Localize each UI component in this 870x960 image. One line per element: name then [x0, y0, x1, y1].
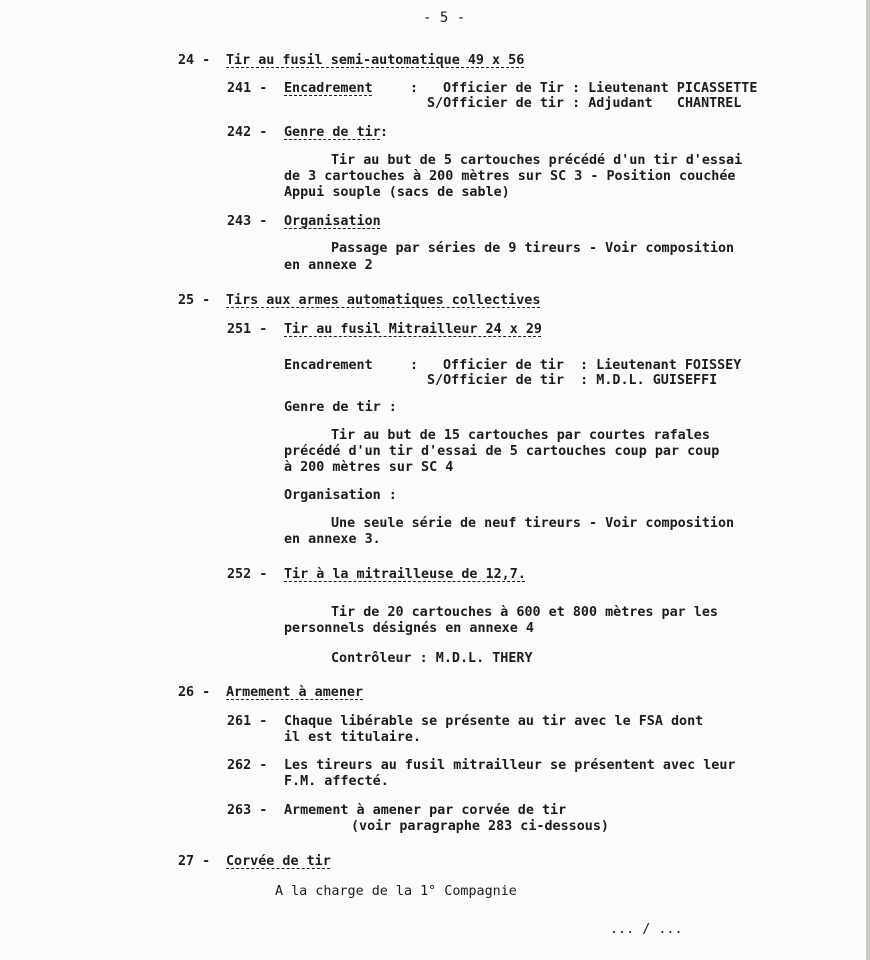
section-263-para-2: (voir paragraphe 283 ci-dessous) — [351, 819, 609, 834]
section-243-title: Organisation — [284, 214, 381, 229]
section-263-para-1: Armement à amener par corvée de tir — [284, 803, 567, 818]
section-25-title: Tirs aux armes automatiques collectives — [226, 293, 541, 308]
section-252-para-1: Tir de 20 cartouches à 600 et 800 mètres par les — [331, 605, 718, 620]
section-251-organisation-para-1: Une seule série de neuf tireurs - Voir composition — [331, 516, 735, 531]
section-241-title: Encadrement — [284, 81, 373, 96]
continuation-mark: ... / ... — [610, 922, 683, 937]
section-251-encadrement-label: Encadrement — [284, 358, 373, 373]
section-251-encadrement-separator: : — [410, 358, 419, 373]
section-252-para-2: personnels désignés en annexe 4 — [284, 621, 534, 636]
section-242-para-1: Tir au but de 5 cartouches précédé d'un tir d'essai — [331, 153, 743, 168]
section-241-number: 241 - — [227, 81, 268, 96]
section-243-para-1: Passage par séries de 9 tireurs - Voir composition — [331, 241, 735, 256]
section-27-number: 27 - — [178, 854, 211, 869]
section-242-para-2: de 3 cartouches à 200 mètres sur SC 3 - Position couchée — [284, 169, 736, 184]
section-251-number: 251 - — [227, 322, 268, 337]
section-242-number: 242 - — [227, 125, 268, 140]
section-263-number: 263 - — [227, 803, 268, 818]
section-251-genre-para-2: précédé d'un tir d'essai de 5 cartouches coup par coup — [284, 444, 720, 459]
section-26-number: 26 - — [178, 685, 211, 700]
section-242-title: Genre de tir — [284, 125, 381, 140]
section-252-controleur: Contrôleur : M.D.L. THERY — [331, 651, 533, 666]
section-25-number: 25 - — [178, 293, 211, 308]
section-251-encadrement-line-1: Officier de tir : Lieutenant FOISSEY — [443, 358, 742, 373]
section-241-line-1: Officier de Tir : Lieutenant PICASSETTE — [443, 81, 758, 96]
section-252-title: Tir à la mitrailleuse de 12,7. — [284, 567, 526, 582]
section-243-number: 243 - — [227, 214, 268, 229]
section-241-line-2: S/Officier de tir : Adjudant CHANTREL — [427, 96, 742, 111]
section-241-separator: : — [410, 81, 419, 96]
section-252-number: 252 - — [227, 567, 268, 582]
section-251-genre-para-3: à 200 mètres sur SC 4 — [284, 460, 454, 475]
section-261-number: 261 - — [227, 714, 268, 729]
section-262-number: 262 - — [227, 758, 268, 773]
section-26-title: Armement à amener — [226, 685, 364, 700]
section-251-genre-label: Genre de tir : — [284, 400, 397, 415]
section-251-organisation-para-2: en annexe 3. — [284, 532, 381, 547]
section-27-para-1: A la charge de la 1° Compagnie — [275, 884, 517, 899]
section-27-title: Corvée de tir — [226, 854, 331, 869]
page-edge — [866, 0, 870, 960]
section-261-para-2: il est titulaire. — [284, 730, 422, 745]
section-251-title: Tir au fusil Mitrailleur 24 x 29 — [284, 322, 542, 337]
section-242-colon: : — [380, 125, 389, 140]
section-24-title: Tir au fusil semi-automatique 49 x 56 — [226, 53, 525, 68]
section-243-para-2: en annexe 2 — [284, 258, 373, 273]
section-251-encadrement-line-2: S/Officier de tir : M.D.L. GUISEFFI — [427, 373, 718, 388]
section-261-para-1: Chaque libérable se présente au tir avec le FSA dont — [284, 714, 704, 729]
section-262-para-2: F.M. affecté. — [284, 774, 389, 789]
section-262-para-1: Les tireurs au fusil mitrailleur se présentent avec leur — [284, 758, 736, 773]
page-number: - 5 - — [423, 10, 466, 26]
section-251-organisation-label: Organisation : — [284, 488, 397, 503]
section-242-para-3: Appui souple (sacs de sable) — [284, 185, 510, 200]
section-251-genre-para-1: Tir au but de 15 cartouches par courtes rafales — [331, 428, 710, 443]
section-24-number: 24 - — [178, 53, 211, 68]
